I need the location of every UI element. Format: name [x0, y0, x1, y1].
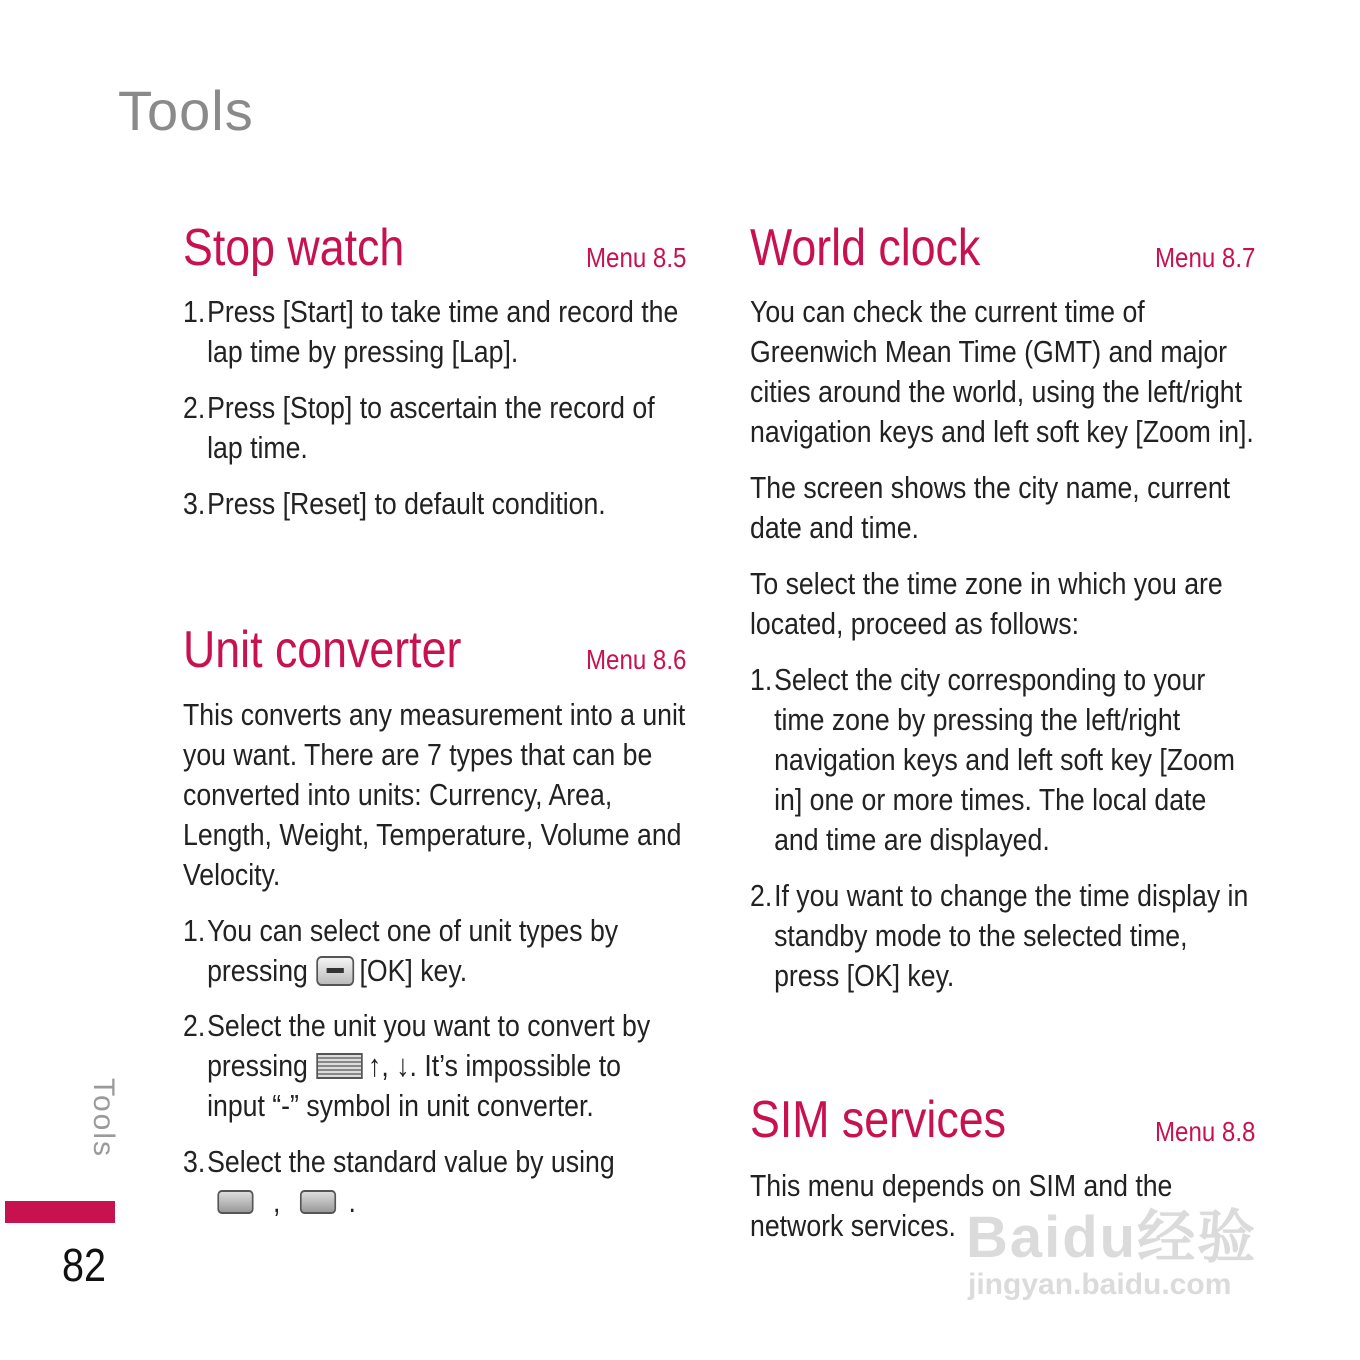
para-line: cities around the world, using the left/right — [750, 374, 1243, 409]
step-text: and time are displayed. — [774, 822, 1050, 857]
para-line: navigation keys and left soft key [Zoom in]. — [750, 414, 1254, 449]
step-text: [OK] key. — [359, 953, 468, 988]
page-title: Tools — [118, 79, 254, 142]
arrow-symbols: ↑, ↓ — [368, 1048, 410, 1083]
step-text: lap time. — [207, 430, 308, 465]
step-text: pressing — [207, 1048, 308, 1083]
world-clock-para-1 — [750, 292, 1254, 452]
step-text: standby mode to the selected time, — [774, 918, 1188, 953]
step-text: lap time by pressing [Lap]. — [207, 334, 519, 369]
step-text: You can select one of unit types by — [207, 913, 619, 948]
para-line: date and time. — [750, 510, 919, 545]
step-text: Press [Start] to take time and record the — [207, 294, 679, 329]
step-number: 3. — [183, 486, 206, 521]
unit-converter-step-1 — [183, 911, 618, 991]
stop-watch-menu-ref: Menu 8.5 — [586, 242, 687, 273]
step-text: If you want to change the time display in — [774, 878, 1249, 913]
step-number: 2. — [183, 390, 206, 425]
intro-line: Velocity. — [183, 857, 281, 892]
unit-converter-step-3 — [183, 1142, 615, 1222]
step-number: 1. — [183, 294, 206, 329]
para-line: You can check the current time of — [750, 294, 1145, 329]
side-tab — [88, 1078, 128, 1158]
step-number: 2. — [183, 1008, 206, 1043]
step-text: input “-” symbol in unit converter. — [207, 1088, 594, 1123]
step-text: Select the unit you want to convert by — [207, 1008, 651, 1043]
step-number: 1. — [183, 913, 206, 948]
world-clock-menu-ref: Menu 8.7 — [1155, 242, 1256, 273]
right-soft-key-icon — [300, 1190, 336, 1214]
stop-watch-title: Stop watch — [183, 219, 405, 277]
step-number: 2. — [750, 878, 773, 913]
step-end: . — [348, 1184, 356, 1219]
para-line: Greenwich Mean Time (GMT) and major — [750, 334, 1228, 369]
step-text: Select the standard value by using — [207, 1144, 615, 1179]
stop-watch-step-3 — [183, 484, 606, 524]
side-tab-label: Tools — [87, 1078, 120, 1159]
unit-converter-menu-ref: Menu 8.6 — [586, 644, 687, 675]
nav-key-icon — [316, 1053, 362, 1079]
page-number: 82 — [62, 1239, 107, 1291]
step-text: Press [Stop] to ascertain the record of — [207, 390, 655, 425]
stop-watch-step-1 — [183, 292, 678, 372]
intro-line: Length, Weight, Temperature, Volume and — [183, 817, 682, 852]
step-text: Press [Reset] to default condition. — [207, 486, 606, 521]
unit-converter-title: Unit converter — [183, 621, 462, 679]
step-text: navigation keys and left soft key [Zoom — [774, 742, 1235, 777]
watermark-brand: Baidu经验 — [966, 1205, 1258, 1270]
stop-watch-step-2 — [183, 388, 655, 468]
side-accent-bar — [5, 1201, 115, 1223]
step-text: pressing — [207, 953, 308, 988]
world-clock-title: World clock — [750, 219, 981, 277]
left-soft-key-icon — [217, 1190, 253, 1214]
intro-line: you want. There are 7 types that can be — [183, 737, 653, 772]
para-line: located, proceed as follows: — [750, 606, 1080, 641]
para-line: To select the time zone in which you are — [750, 566, 1223, 601]
step-text: . It’s impossible to — [409, 1048, 621, 1083]
unit-converter-step-2 — [183, 1006, 650, 1126]
step-text: time zone by pressing the left/right — [774, 702, 1181, 737]
ok-key-icon — [316, 956, 354, 986]
sim-services-title: SIM services — [750, 1091, 1006, 1149]
world-clock-step-2 — [750, 876, 1248, 996]
world-clock-para-2 — [750, 468, 1230, 548]
step-text: press [OK] key. — [774, 958, 955, 993]
unit-converter-intro — [183, 695, 685, 895]
step-text: Select the city corresponding to your — [774, 662, 1206, 697]
separator: , — [272, 1184, 281, 1219]
step-text: in] one or more times. The local date — [774, 782, 1207, 817]
world-clock-para-3 — [750, 564, 1223, 644]
intro-line: converted into units: Currency, Area, — [183, 777, 613, 812]
para-line: This menu depends on SIM and the — [750, 1168, 1173, 1203]
step-number: 1. — [750, 662, 773, 697]
step-number: 3. — [183, 1144, 206, 1179]
watermark-url: jingyan.baidu.com — [968, 1268, 1232, 1301]
intro-line: This converts any measurement into a unit — [183, 697, 686, 732]
world-clock-step-1 — [750, 660, 1235, 860]
para-line: network services. — [750, 1208, 956, 1243]
baidu-watermark — [966, 1190, 1286, 1310]
para-line: The screen shows the city name, current — [750, 470, 1231, 505]
sim-services-menu-ref: Menu 8.8 — [1155, 1116, 1256, 1147]
